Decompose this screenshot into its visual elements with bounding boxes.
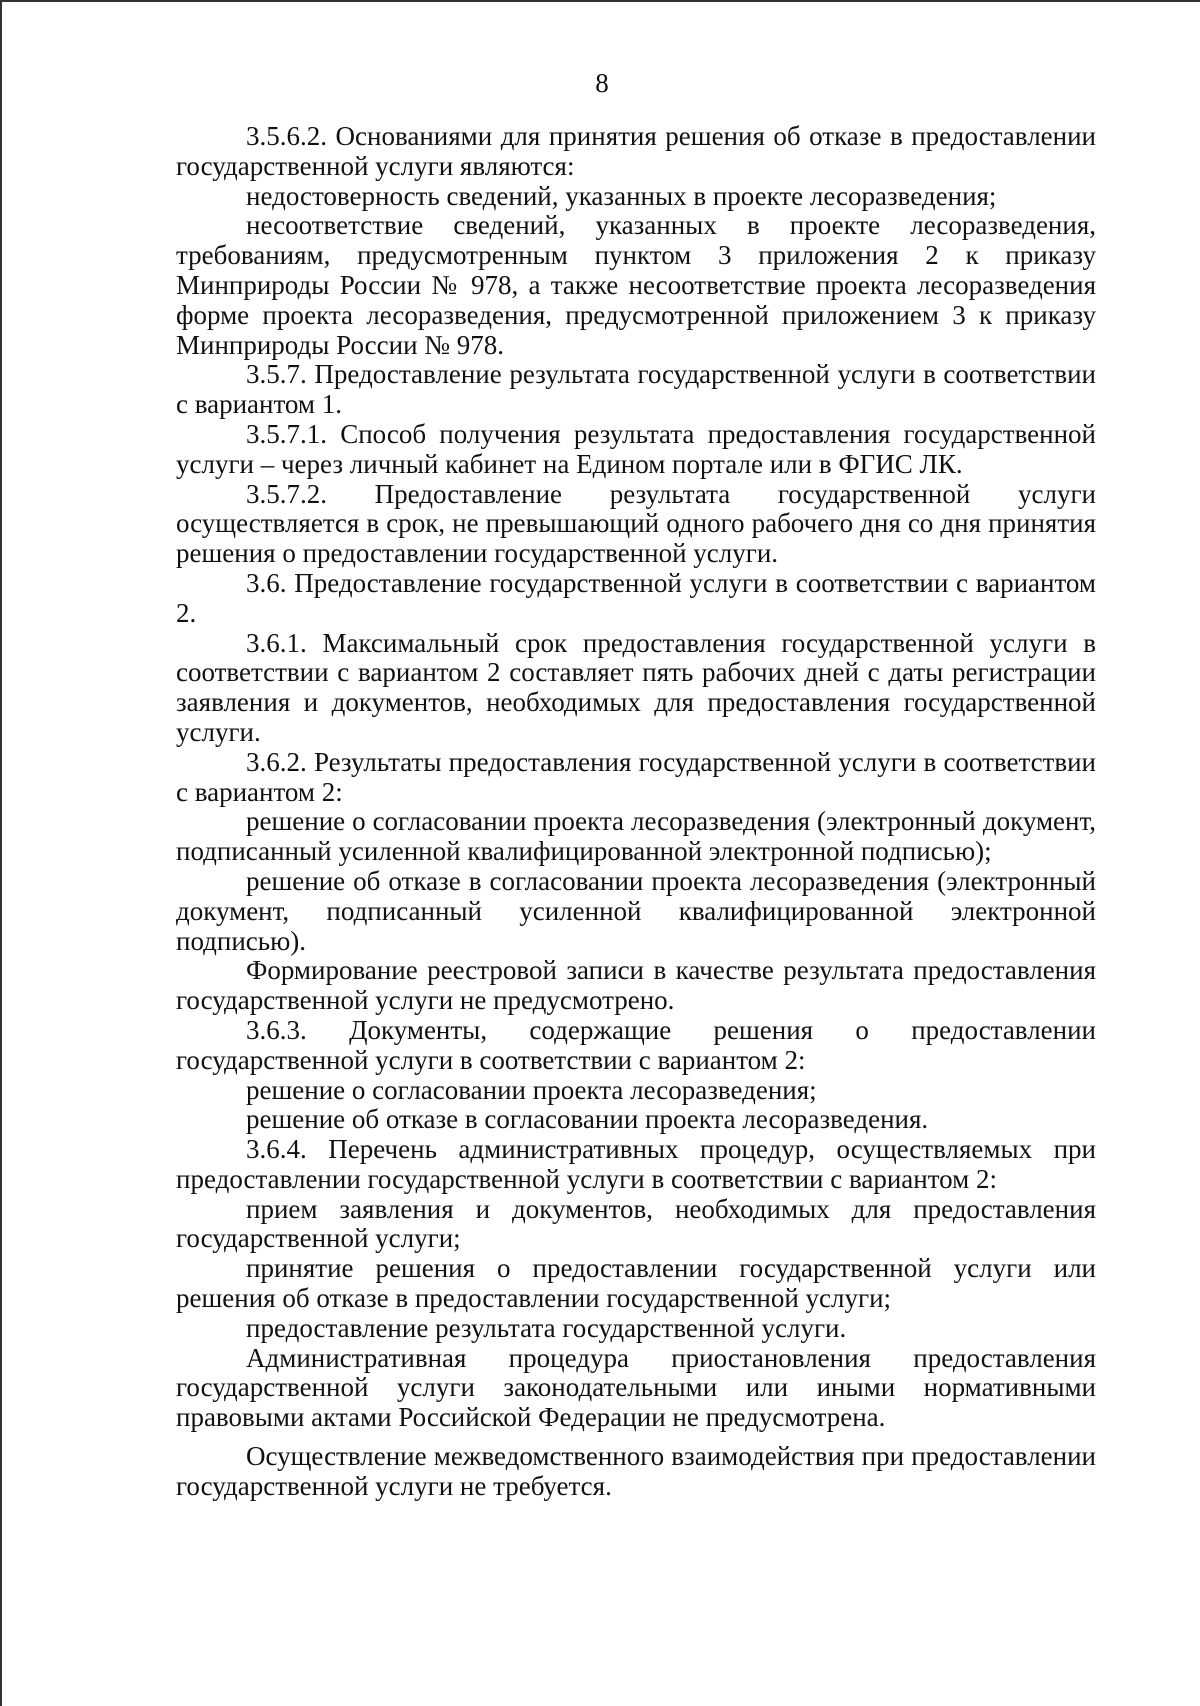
paragraph-3-5-7-1: 3.5.7.1. Способ получения результата предоставления государственной услуги – через личный кабинет на Едином портале или в ФГИС ЛК. <box>176 418 1096 479</box>
paragraph-suspension: Административная процедура приостановления предоставления государственной услуги законодательными или иными нормативными правовыми актами Российской Федерации не предусмотрена. <box>176 1342 1096 1433</box>
paragraph-registry-record: Формирование реестровой записи в качестве результата предоставления государственной услуги не предусмотрено. <box>176 955 1096 1016</box>
paragraph-3-6-3: 3.6.3. Документы, содержащие решения о предоставлении государственной услуги в соответствии с вариантом 2: <box>176 1014 1096 1075</box>
paragraph-procedure-intake: прием заявления и документов, необходимых для предоставления государственной услуги; <box>176 1193 1096 1254</box>
paragraph-result-refusal: решение об отказе в согласовании проекта лесоразведения (электронный документ, подписанный усиленной квалифицированной электронной подписью). <box>176 865 1096 956</box>
paragraph-3-6: 3.6. Предоставление государственной услуги в соответствии с вариантом 2. <box>176 567 1096 628</box>
paragraph-3-6-1: 3.6.1. Максимальный срок предоставления государственной услуги в соответствии с вариантом 2 составляет пять рабочих дней с даты регистрации заявления и документов, необходимых для предоставления государственной услуги. <box>176 627 1096 747</box>
paragraph-3-6-2: 3.6.2. Результаты предоставления государственной услуги в соответствии с вариантом 2: <box>176 746 1096 807</box>
paragraph-procedure-decision: принятие решения о предоставлении государственной услуги или решения об отказе в предоставлении государственной услуги; <box>176 1253 1096 1314</box>
paragraph-3-5-6-2: 3.5.6.2. Основаниями для принятия решения об отказе в предоставлении государственной услуги являются: <box>176 121 1096 181</box>
paragraph-procedure-result: предоставление результата государственной услуги. <box>246 1312 847 1343</box>
paragraph-document-refusal: решение об отказе в согласовании проекта лесоразведения. <box>246 1104 929 1135</box>
document-body <box>176 122 1096 1502</box>
paragraph-interagency: Осуществление межведомственного взаимодействия при предоставлении государственной услуги не требуется. <box>176 1441 1096 1501</box>
paragraph-3-5-7: 3.5.7. Предоставление результата государственной услуги в соответствии с вариантом 1. <box>176 359 1096 420</box>
paragraph-refusal-ground-2: несоответствие сведений, указанных в проекте лесоразведения, требованиям, предусмотренным пунктом 3 приложения 2 к приказу Минприроды России № 978, а также несоответствие проекта лесоразведения форме проекта лесоразведения, предусмотренной приложением 3 к приказу Минприроды России № 978. <box>176 210 1096 360</box>
paragraph-3-5-7-2: 3.5.7.2. Предоставление результата государственной услуги осуществляется в срок, не превышающий одного рабочего дня со дня принятия решения о предоставлении государственной услуги. <box>176 478 1096 569</box>
page-number: 8 <box>595 68 609 98</box>
paragraph-refusal-ground-1: недостоверность сведений, указанных в проекте лесоразведения; <box>246 180 997 211</box>
paragraph-result-approval: решение о согласовании проекта лесоразведения (электронный документ, подписанный усиленной квалифицированной электронной подписью); <box>176 806 1096 867</box>
paragraph-document-approval: решение о согласовании проекта лесоразведения; <box>246 1074 817 1105</box>
paragraph-3-6-4: 3.6.4. Перечень административных процедур, осуществляемых при предоставлении государственной услуги в соответствии с вариантом 2: <box>176 1134 1096 1194</box>
